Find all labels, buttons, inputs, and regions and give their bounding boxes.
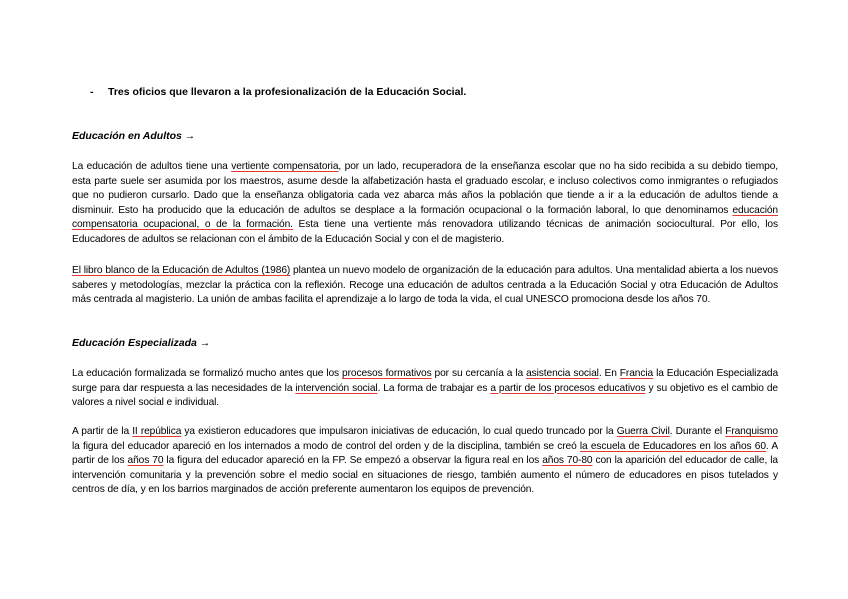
text-run: . Durante el [669,426,726,437]
underlined-term: años 70 [127,455,164,467]
underlined-term: años 70-80 [542,455,593,467]
bullet-heading [90,86,466,98]
section-title-especializada: Educación Especializada → [72,337,211,349]
bullet-dash: - [90,86,94,98]
paragraph-especializada-2 [72,425,778,498]
text-run: . La forma de trabajar es [377,382,491,394]
underlined-term: la escuela de Educadores en los años 60 [579,440,766,452]
underlined-term: educación compensatoria ocupacional, o de la formación. [72,204,778,231]
text-run: , por un lado, recuperadora de la enseñanza escolar que no ha sido recibida a su debido tiempo, esta parte suele ser asumida por los maestros, asume desde la alfabetización hasta el graduado escolar, e incluso colectivos como inmigrantes o refugiados que no pudieron cursarlo. Dado que la enseñanza obligatoria cada vez abarca más años la población que tiende a ir a la educación de adultos tiende a disminuir. Esto ha producido que la educación de adultos se desplace a la formación ocupacional o la formación laboral, lo que denominamos [72,161,778,216]
underlined-term: El libro blanco de la Educación de Adultos (1986) [72,265,291,276]
paragraph-especializada-1 [72,367,778,411]
underlined-term: vertiente compensatoria [231,161,339,172]
text-run: con la aparición del educador de calle, la intervención comunitaria y la prevención sobre el medio social en situaciones de riesgo, también aumento el número de educadores en pisos tutelados y centros de día, y en los barrios marginados de acción preferente aumentaron los equipos de prevención. [72,455,778,496]
paragraph-adultos-1 [72,160,778,248]
text-run: La educación de adultos tiene una [72,161,232,172]
text-run: A partir de la [72,426,133,437]
underlined-term: intervención social [295,382,378,394]
bullet-heading-text: Tres oficios que llevaron a la profesionalización de la Educación Social. [108,86,467,98]
text-run: y su objetivo es el cambio de valores a nivel social e individual. [72,382,778,409]
section-title-adultos: Educación en Adultos → [72,130,196,142]
underlined-term: Franquismo [725,426,778,437]
underlined-term: Francia [619,368,654,379]
underlined-term: Guerra Civil [616,426,670,437]
text-run: la figura del educador apareció en los internados a modo de control del orden y de la disciplina, también se creó [72,440,580,452]
text-run: por su cercanía a la [431,368,527,379]
underlined-term: asistencia social [526,368,599,379]
text-run: Esta tiene una vertiente más renovadora utilizando técnicas de animación sociocultural. Por ello, los Educadores de adultos se relacionan con el ámbito de la Educación Social y con el de magisterio. [72,219,778,245]
underlined-term: a partir de los procesos educativos [490,382,646,394]
text-run: ya existieron educadores que impulsaron iniciativas de educación, lo cual quedo truncado por la [181,426,617,437]
text-run: . En [598,368,620,379]
paragraph-adultos-2 [72,264,778,308]
text-run: plantea un nuevo modelo de organización de la educación para adultos. Una mentalidad abierta a los nuevos saberes y metodologías, mezclar la práctica con la reflexión. Recoge una educación de adultos centrada a la Educación Social y otra Educación de Adultos más centrada al magisterio. La unión de ambas facilita el aprendizaje a lo largo de toda la vida, el cual UNESCO promociona desde los años 70. [72,265,778,306]
text-run: . A partir de los [72,440,779,467]
text-run: la Educación Especializada surge para dar respuesta a las necesidades de la [72,368,779,394]
text-run: La educación formalizada se formalizó mucho antes que los [72,368,343,379]
underlined-term: procesos formativos [342,368,432,379]
underlined-term: II república [132,426,182,437]
text-run: la figura del educador apareció en la FP. Se empezó a observar la figura real en los [163,455,543,467]
